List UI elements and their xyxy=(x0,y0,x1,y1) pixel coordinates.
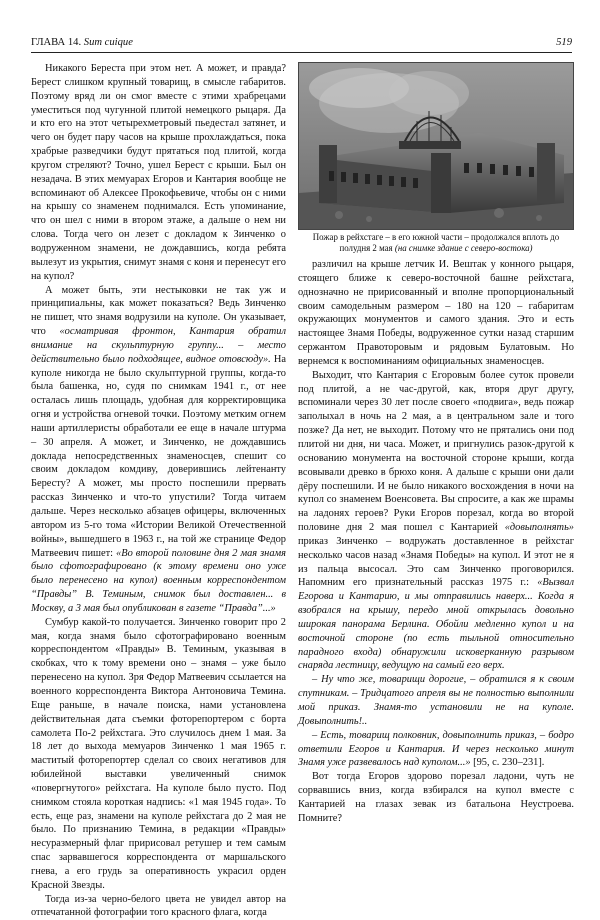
paragraph xyxy=(298,729,574,771)
italic-quote: – Ну что же, товарищи дорогие, – обратился я к своим спутникам. – Тридцатого апреля вы не полностью выполнили мой приказ. Знамя-то установили не на куполе. Довыполнить!.. xyxy=(298,674,574,727)
paragraph xyxy=(298,673,574,728)
right-text-column xyxy=(298,258,574,838)
reichstag-photo xyxy=(298,62,574,230)
photo-caption xyxy=(298,232,574,254)
text-run: различил на крыше летчик И. Вештак у конного рыцаря, стоящего ближе к северо-восточной башне рейхстага, однозначно не пририсованный и вполне пропорциональный своим самодельным размером – 180 на 120 – габаритам окружающих монументов и самого здания. Это и есть настоящее Знамя Победы, водруженное сутки назад старшим сержантом Правоторовым и рядовым Булатовым. Но вернемся к воспоминаниям официальных знаменосцев. xyxy=(298,259,574,367)
text-run: Никакого Береста при этом нет. А может, и правда? Берест слишком крупный товарищ, в смысле габаритов. Поэтому вряд ли он смог вместе с этими храбрецами уместиться под чугунной плитой немецкого рыцаря. Да и кто его на этот четырехметровый пьедестал затянет, и чего он будет пару часов на крыше прохлаждаться, пока храбрые разведчики будут прятаться под плитой, когда кругом стреляют? Точно, ушел Берест с крыши. Был он незадача. В этих мемуарах Егоров и Кантария вообще не вспоминают об Алексее Прокофьевиче, чтобы он с ними на крышу со знаменем поднимался. Есть упоминание, что он шел с ними в втором этаже, а дальше о нем ни слова. Тогда чего он лезет с докладом к Зинченко о водруженном знамени, не дождавшись, когда ребята вылезут из укрытия, снимут знамя с коня и перенесут его на купол? xyxy=(31,63,286,282)
paragraph xyxy=(298,258,574,369)
paragraph xyxy=(31,893,286,920)
paragraph xyxy=(298,369,574,674)
chapter-subtitle: Sum cuique xyxy=(83,37,133,48)
italic-quote: – Есть, товарищ полковник, довыполнить приказ, – бодро ответили Егоров и Кантария. И через несколько минут Знамя уже развевалось над куполом...» xyxy=(298,729,574,769)
paragraph xyxy=(298,770,574,825)
chapter-label: ГЛАВА 14. xyxy=(31,37,82,48)
caption-text: Пожар в рейхстаге – в его южной части – продолжался вплоть до полудня 2 мая xyxy=(312,232,560,253)
text-run: Вот тогда Егоров здорово порезал ладони, чуть не сорвавшись вниз, когда взбирался на купол вместе с Кантарией на глазах зевак из батальона Неустроева. Помните? xyxy=(298,771,574,824)
text-run: приказ Зинченко – водружать доставленное в рейхстаг несколько часов назад «Знамя Победы» на купол. И этот не я из пальца высосал. Это сам Зинченко проговорился. Напомним его признательный рассказ 1975 г.: xyxy=(298,535,574,589)
page-number: 519 xyxy=(556,37,572,48)
text-run: На куполе никогда не было скульптурной группы, когда-то была башенка, но, судя по снимкам 1941 г., от нее осталась лишь площадь, удобная для корректировщика огня и устройства огневой точки. Поэтому метким огнем наши артиллеристы обработали ее еще в начале штурма – 30 апреля. А может, и Зинченко, не дождавшись доклада непосредственных знаменосцев, спешит со своим докладом комдиву, доверившись лейтенанту Бересту? А может, мы просто поспешили прервать рассказ Зинченко и что-то упустили? Тогда читаем дальше. Через несколько абзацев офицеры, включенных автором из 5-го тома «Истории Великой Отечественной войны», вышедшего в 1963 г., на той же странице Федор Матвеевич пишет: xyxy=(31,353,286,559)
italic-quote: «Вызвал Егорова и Кантарию, и мы отправились наверх... Когда я взобрался на крышу, передо мной открылась довольно широкая панорама Берлина. Обойли медленно купол и на восточной стороне (по есть тыльной относительно парадного входа) обнаружили исковерканную разрывом снаряда лестницу, ведущую на самый его верх. xyxy=(298,577,574,672)
text-run: [95, с. 230–231]. xyxy=(470,757,545,769)
running-header xyxy=(31,36,572,53)
italic-quote: «Во второй половине дня 2 мая знамя было сфотографировано (к этому времени оно уже было перенесено на купол) военным корреспондентом “Правды” В. Теминым, снимок был доставлен... в Москву, а 3 мая был опубликован в газете “Правда”...» xyxy=(31,547,286,614)
text-run: А может быть, эти нестыковки не так уж и принципиальны, как может показаться? Ведь Зинченко не пишет, что знамя водрузили на куполе. Он указывает, что xyxy=(31,284,286,338)
text-run: Сумбур какой-то получается. Зинченко говорит про 2 мая, когда знамя было сфотографировано военным корреспондентом «Правды» В. Теминым, указывая в скобках, что к тому времени оно – знамя – уже было перенесено на купол. Зря Федор Матвеевич ссылается на военного корреспондента Виктора Антоновича Темина. Еще раньше, в начале поиска, нами установлена действительная дата съемки фоторепортером с борта самолета По-2 рейхстага. Это случилось днем 1 мая. За 18 лет до выхода мемуаров Зинченко 1 мая 1965 г. маститый фоторепортер сделал со своих негативов для юбилейной выставки увеличенный снимок «повергнутого» рейхстага. На куполе было пусто. Под снимком стояла короткая надпись: «1 мая 1945 года». То есть, еще раз, знамени на куполе рейхстага до 2 мая не было. По признанию Темина, в редакции «Правды» несуразмерный флаг пририсовал ретушер и тем самым спас зарвавшегося корреспондента от маршальского гнева, а его грудь за оперативность украсил орден Красной Звезды. xyxy=(31,616,286,891)
paragraph xyxy=(31,62,286,284)
caption-note: (на снимке здание с северо-востока) xyxy=(394,243,533,253)
italic-quote: «довыполнять» xyxy=(504,522,574,534)
text-run: Тогда из-за черно-белого цвета не увидел автор на отпечатанной фотографии того красного флага, когда xyxy=(31,893,286,919)
italic-quote: «осматривая фронтон, Кантария обратил внимание на скульптурную группу... – место действительно было подходящее, видное отовсюду». xyxy=(31,326,286,365)
paragraph xyxy=(31,616,286,893)
text-run: Выходит, что Кантария с Егоровым более суток провели под плитой, а не час-другой, как, вторя друг другу, вспоминали через 30 лет после своего «подвига», ведь пожар заполыхал в ночь на 2 мая, а в центральном зале и того позже? Да нет, не выходит. Потому что не прятались они под плитой ни дня, ни часа. Может, и пригнулись разок-другой к основанию монумента на восточной стороне крыши, когда всовывали древко в брюхо коня. А дальше с крыши они дали дёру поспешили. И не было никакого восхождения в ночи на купол со знаменем Военсовета. Вы спросите, а как же шрамы на ладонях героев? Руки Егоров порезал, когда во второй половине дня 2 мая пошел с Кантарией xyxy=(298,369,574,534)
left-text-column xyxy=(31,62,286,919)
paragraph xyxy=(31,284,286,616)
chapter-heading xyxy=(31,36,133,50)
